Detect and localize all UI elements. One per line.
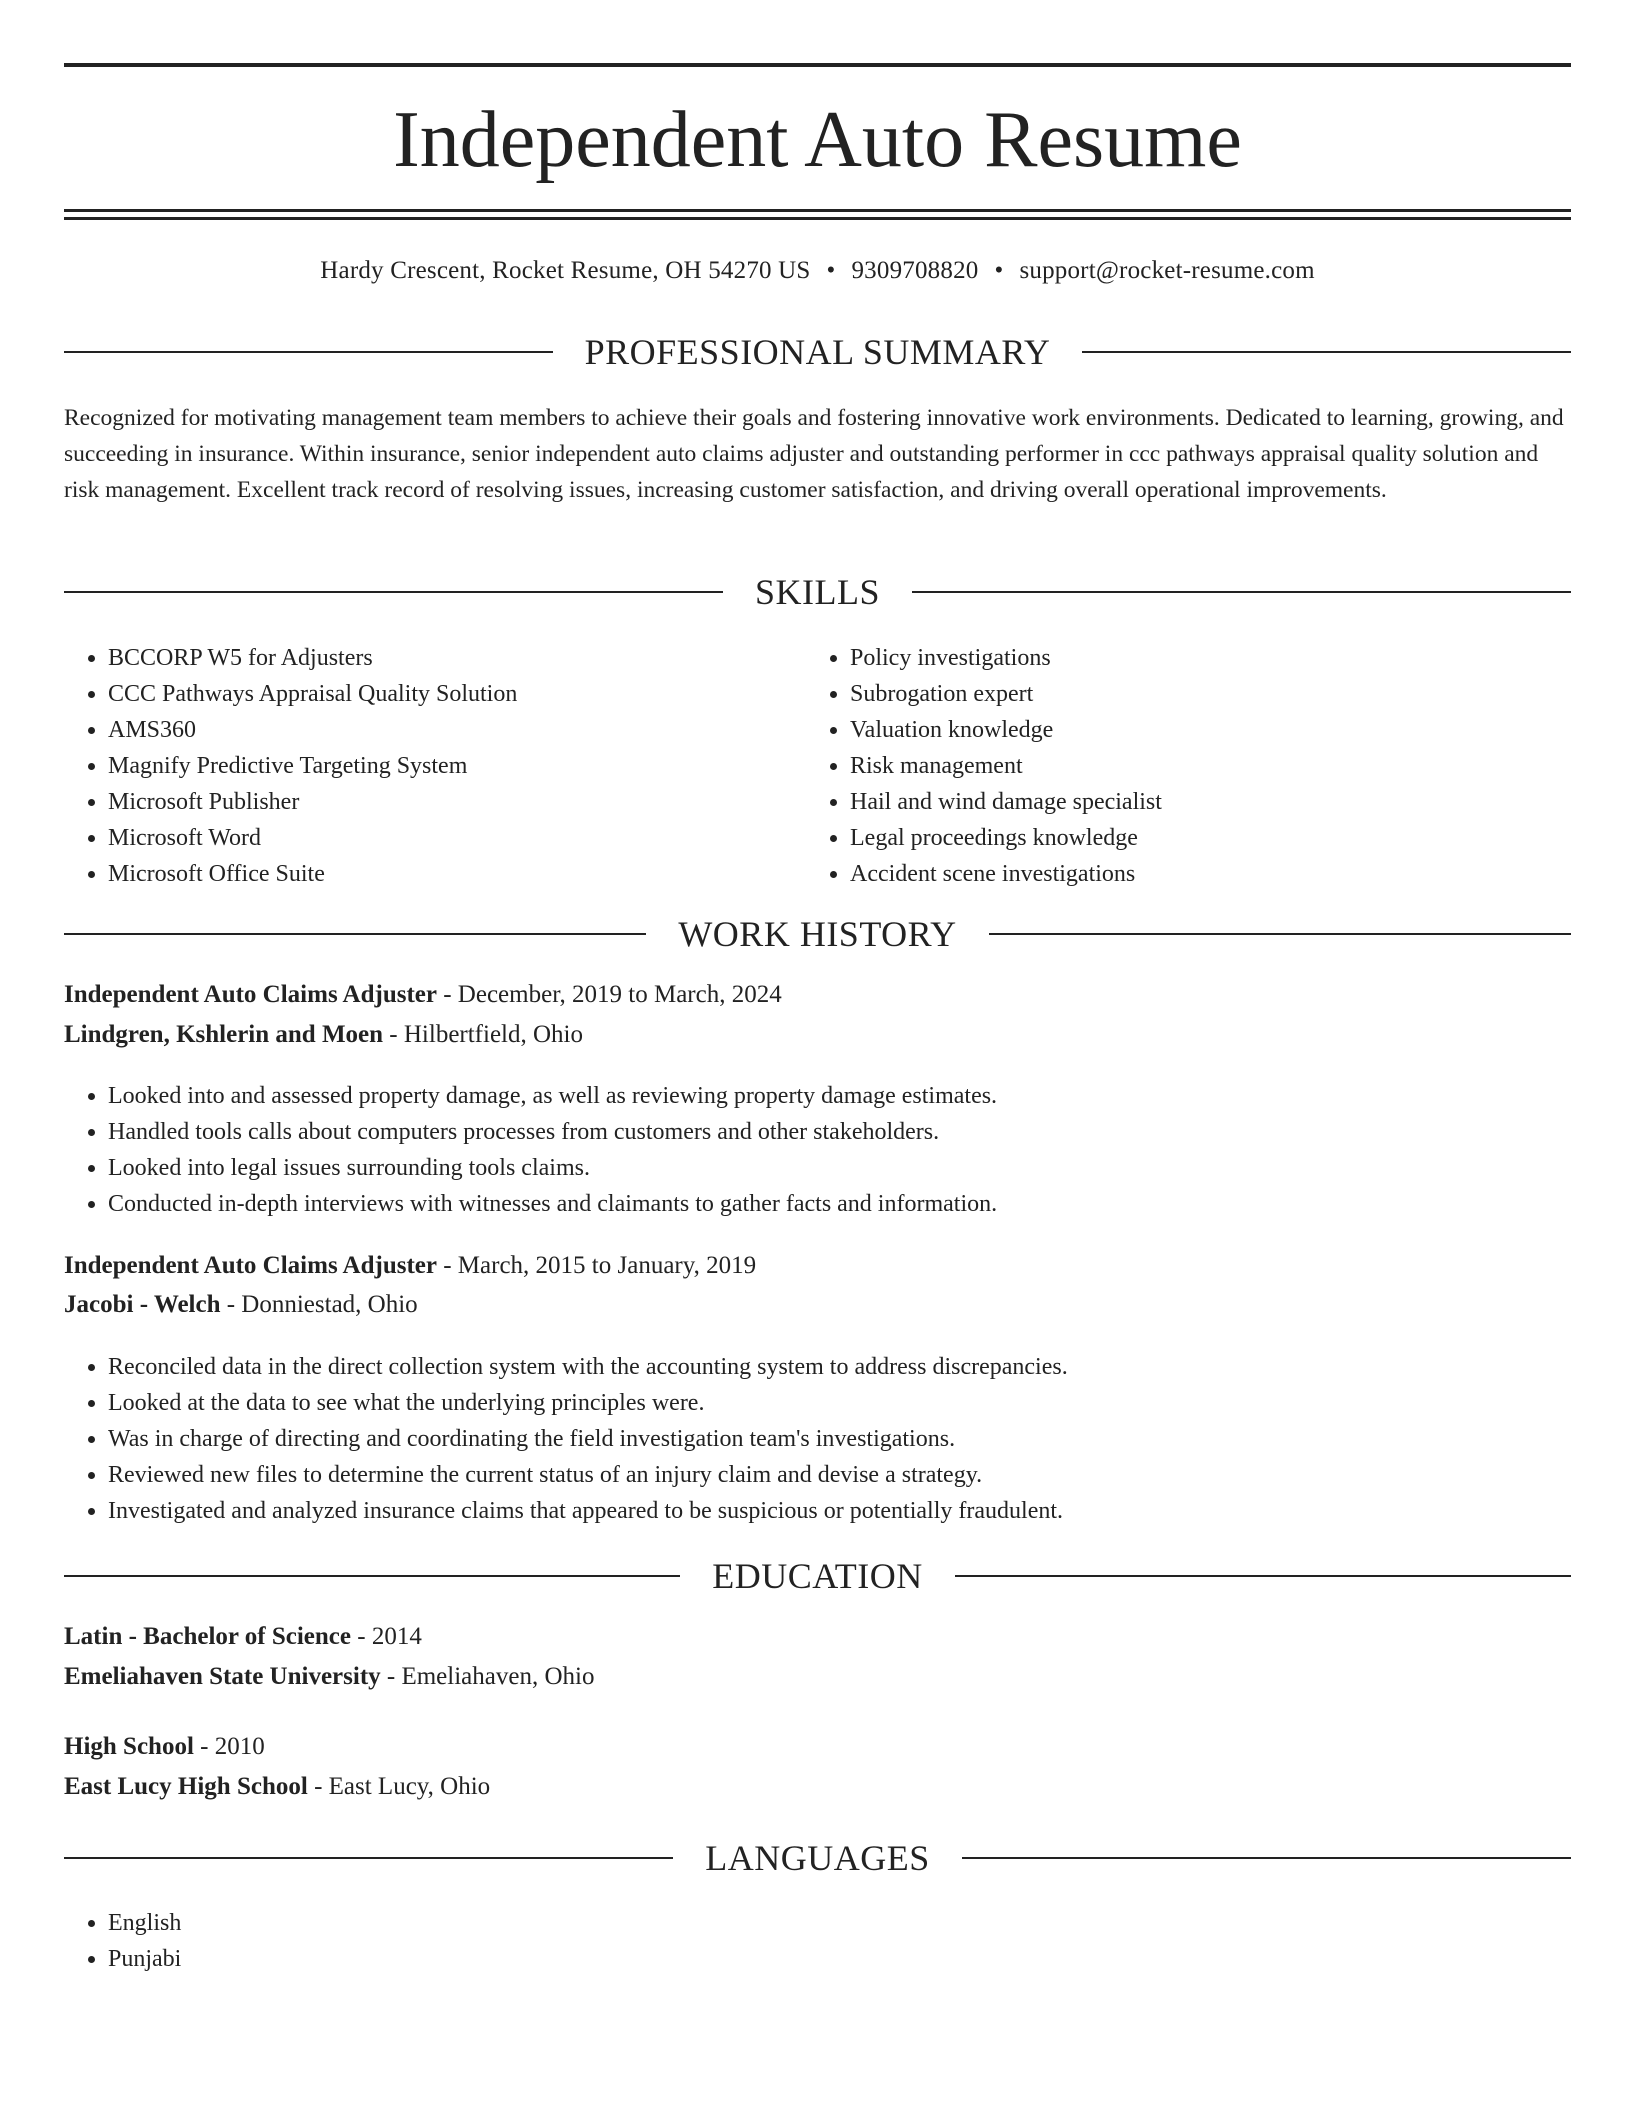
heading-rule-right <box>955 1575 1571 1577</box>
skills-column-left <box>64 640 764 892</box>
education-degree-line <box>64 1729 1571 1765</box>
contact-address: Hardy Crescent, Rocket Resume, OH 54270 US <box>320 257 811 284</box>
skills-section-heading <box>64 570 1571 614</box>
heading-rule-left <box>64 1575 680 1577</box>
education-school-line <box>64 1659 1571 1695</box>
heading-rule-left <box>64 351 553 353</box>
education-degree: High School <box>64 1733 194 1760</box>
education-degree: Latin - Bachelor of Science <box>64 1623 351 1650</box>
education-degree-line <box>64 1619 1571 1655</box>
resume-title: Independent Auto Resume <box>393 96 1242 184</box>
job-duties-list <box>64 1078 1571 1222</box>
education-school: East Lucy High School <box>64 1773 308 1800</box>
education-year: - 2014 <box>351 1623 422 1650</box>
education-school: Emeliahaven State University <box>64 1663 381 1690</box>
job-duty: • Reviewed new files to determine the current status of an injury claim and devise a strategy. <box>108 1457 1571 1493</box>
job-title-line <box>64 1248 1571 1284</box>
job-duty: • Was in charge of directing and coordinating the field investigation team's investigations. <box>108 1421 1571 1457</box>
skill-item: • Microsoft Word <box>108 820 764 856</box>
job-title: Independent Auto Claims Adjuster <box>64 981 437 1008</box>
heading-rule-left <box>64 1857 673 1859</box>
header-bottom-rule <box>64 209 1571 212</box>
job-duty: • Looked into legal issues surrounding tools claims. <box>108 1150 1571 1186</box>
skill-item: • Subrogation expert <box>850 676 1506 712</box>
contact-line <box>64 254 1571 288</box>
language-item: • Punjabi <box>108 1941 1571 1977</box>
education-heading-label: EDUCATION <box>712 1556 923 1596</box>
summary-heading-label: PROFESSIONAL SUMMARY <box>584 332 1051 372</box>
skill-item: • Microsoft Office Suite <box>108 856 764 892</box>
heading-rule-right <box>962 1857 1571 1859</box>
work-section-heading <box>64 912 1571 956</box>
skills-heading-label: SKILLS <box>755 572 881 612</box>
job-location: - Hilbertfield, Ohio <box>383 1021 583 1048</box>
education-location: - Emeliahaven, Ohio <box>380 1663 595 1690</box>
heading-rule-right <box>912 591 1571 593</box>
languages-heading-label: LANGUAGES <box>705 1838 930 1878</box>
language-item: • English <box>108 1905 1571 1941</box>
job-company-line <box>64 1017 1571 1053</box>
job-duties-list <box>64 1349 1571 1529</box>
skill-item: • BCCORP W5 for Adjusters <box>108 640 764 676</box>
summary-section-heading <box>64 330 1571 374</box>
job-company-line <box>64 1287 1571 1323</box>
job-duty: • Reconciled data in the direct collection system with the accounting system to address discrepancies. <box>108 1349 1571 1385</box>
contact-email: support@rocket-resume.com <box>1019 257 1315 284</box>
header-top-rule <box>64 63 1571 67</box>
contact-separator: • <box>826 257 836 284</box>
job-duty: • Handled tools calls about computers processes from customers and other stakeholders. <box>108 1114 1571 1150</box>
skill-item: • Magnify Predictive Targeting System <box>108 748 764 784</box>
skill-item: • Accident scene investigations <box>850 856 1506 892</box>
job-duty: • Investigated and analyzed insurance claims that appeared to be suspicious or potentially fraudulent. <box>108 1493 1571 1529</box>
education-location: - East Lucy, Ohio <box>307 1773 491 1800</box>
skill-item: • Policy investigations <box>850 640 1506 676</box>
heading-rule-left <box>64 933 646 935</box>
job-dates: - December, 2019 to March, 2024 <box>436 981 782 1008</box>
skill-item: • Risk management <box>850 748 1506 784</box>
job-company: Jacobi - Welch <box>64 1291 221 1318</box>
education-year: - 2010 <box>193 1733 265 1760</box>
header-bottom-rule-second <box>64 217 1571 220</box>
skill-item: • Hail and wind damage specialist <box>850 784 1506 820</box>
job-dates: - March, 2015 to January, 2019 <box>436 1252 757 1279</box>
skills-column-right <box>806 640 1506 892</box>
skill-item: • Valuation knowledge <box>850 712 1506 748</box>
summary-text: Recognized for motivating management team members to achieve their goals and fostering innovative work environments. Dedicated to learning, growing, and succeeding in insurance. Within insurance, senior independent auto claims adjuster and outstanding performer in ccc pathways appraisal quality solution and risk management. Excellent track record of resolving issues, increasing customer satisfaction, and driving overall operational improvements. <box>64 405 1564 503</box>
skill-item: • CCC Pathways Appraisal Quality Solution <box>108 676 764 712</box>
work-heading-label: WORK HISTORY <box>678 914 957 954</box>
education-school-line <box>64 1769 1571 1805</box>
contact-separator: • <box>994 257 1004 284</box>
job-location: - Donniestad, Ohio <box>220 1291 418 1318</box>
skill-item: • Microsoft Publisher <box>108 784 764 820</box>
job-duty: • Looked into and assessed property damage, as well as reviewing property damage estimates. <box>108 1078 1571 1114</box>
job-duty: • Conducted in-depth interviews with witnesses and claimants to gather facts and information. <box>108 1186 1571 1222</box>
education-section-heading <box>64 1554 1571 1598</box>
heading-rule-left <box>64 591 723 593</box>
job-title-line <box>64 977 1571 1013</box>
job-title: Independent Auto Claims Adjuster <box>64 1252 437 1279</box>
heading-rule-right <box>1082 351 1571 353</box>
contact-phone: 9309708820 <box>851 257 979 284</box>
skill-item: • AMS360 <box>108 712 764 748</box>
skill-item: • Legal proceedings knowledge <box>850 820 1506 856</box>
languages-list <box>64 1905 1571 1977</box>
job-company: Lindgren, Kshlerin and Moen <box>64 1021 384 1048</box>
job-duty: • Looked at the data to see what the underlying principles were. <box>108 1385 1571 1421</box>
heading-rule-right <box>989 933 1571 935</box>
languages-section-heading <box>64 1836 1571 1880</box>
